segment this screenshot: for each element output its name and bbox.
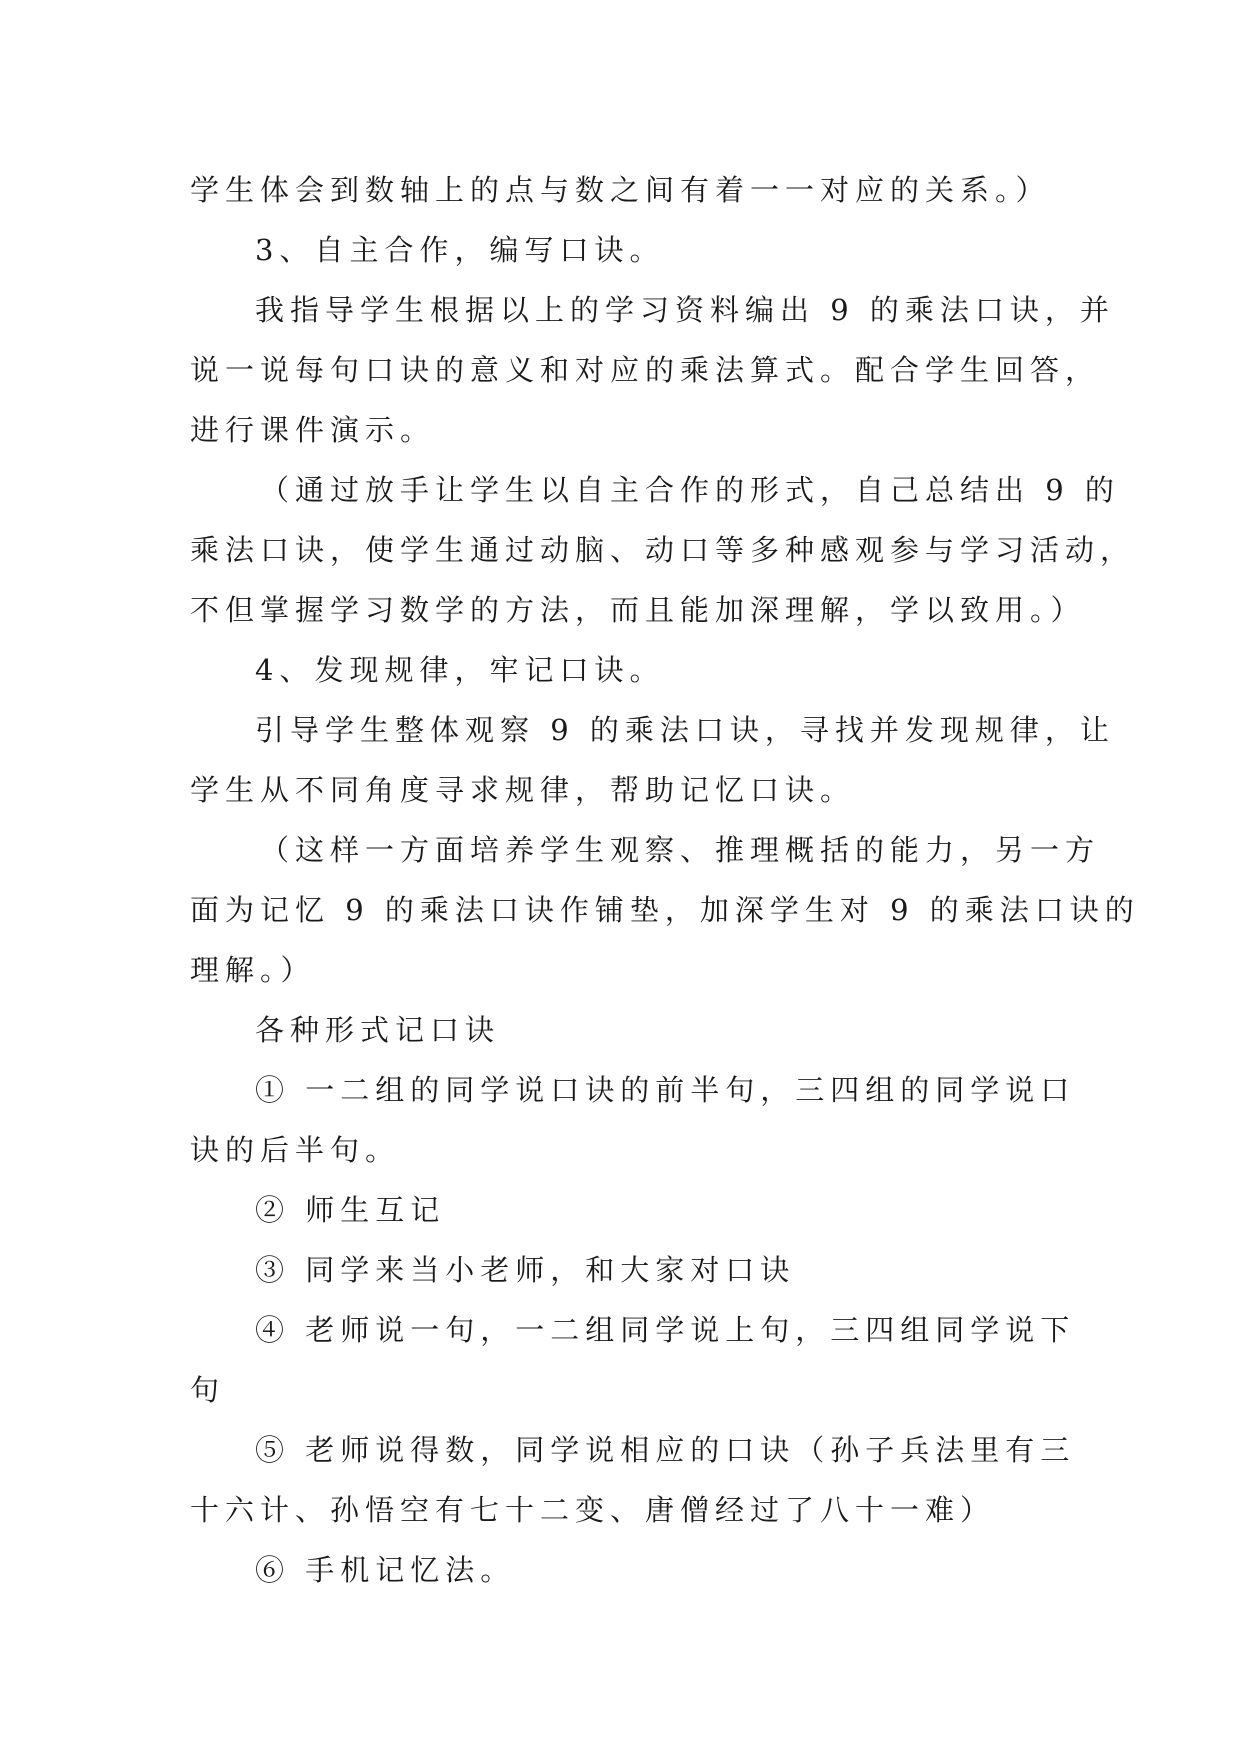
list-item: ③ 同学来当小老师，和大家对口诀	[255, 1253, 796, 1287]
text-line: 乘法口诀，使学生通过动脑、动口等多种感观参与学习活动，	[190, 533, 1136, 567]
text-line: （通过放手让学生以自主合作的形式，自己总结出 9 的	[260, 473, 1120, 507]
text-line: 学生从不同角度寻求规律，帮助记忆口诀。	[190, 773, 856, 807]
text-line: 诀的后半句。	[190, 1133, 401, 1167]
text-line: 我指导学生根据以上的学习资料编出 9 的乘法口诀，并	[255, 293, 1115, 327]
text-line: 各种形式记口诀	[255, 1013, 501, 1047]
list-item: ④ 老师说一句，一二组同学说上句，三四组同学说下	[255, 1313, 1076, 1347]
section-heading: 3、自主合作，编写口诀。	[255, 233, 665, 267]
text-line: 句	[190, 1373, 226, 1407]
list-item: ① 一二组的同学说口诀的前半句，三四组的同学说口	[255, 1073, 1076, 1107]
text-line: 进行课件演示。	[190, 413, 436, 447]
text-line: 面为记忆 9 的乘法口诀作铺垫，加深学生对 9 的乘法口诀的	[190, 893, 1140, 927]
text-line: （这样一方面培养学生观察、推理概括的能力，另一方	[260, 833, 1101, 867]
document-body	[190, 160, 1140, 1600]
section-heading: 4、发现规律，牢记口诀。	[255, 653, 665, 687]
text-line: 学生体会到数轴上的点与数之间有着一一对应的关系。）	[190, 173, 1051, 207]
text-line: 十六计、孙悟空有七十二变、唐僧经过了八十一难）	[190, 1493, 996, 1527]
list-item: ⑥ 手机记忆法。	[255, 1553, 516, 1587]
list-item: ② 师生互记	[255, 1193, 446, 1227]
text-line: 说一说每句口诀的意义和对应的乘法算式。配合学生回答，	[190, 353, 1101, 387]
text-line: 不但掌握学习数学的方法，而且能加深理解，学以致用。）	[190, 593, 1086, 627]
text-line: 理解。）	[190, 953, 316, 987]
list-item: ⑤ 老师说得数，同学说相应的口诀（孙子兵法里有三	[255, 1433, 1076, 1467]
text-line: 引导学生整体观察 9 的乘法口诀，寻找并发现规律，让	[255, 713, 1115, 747]
